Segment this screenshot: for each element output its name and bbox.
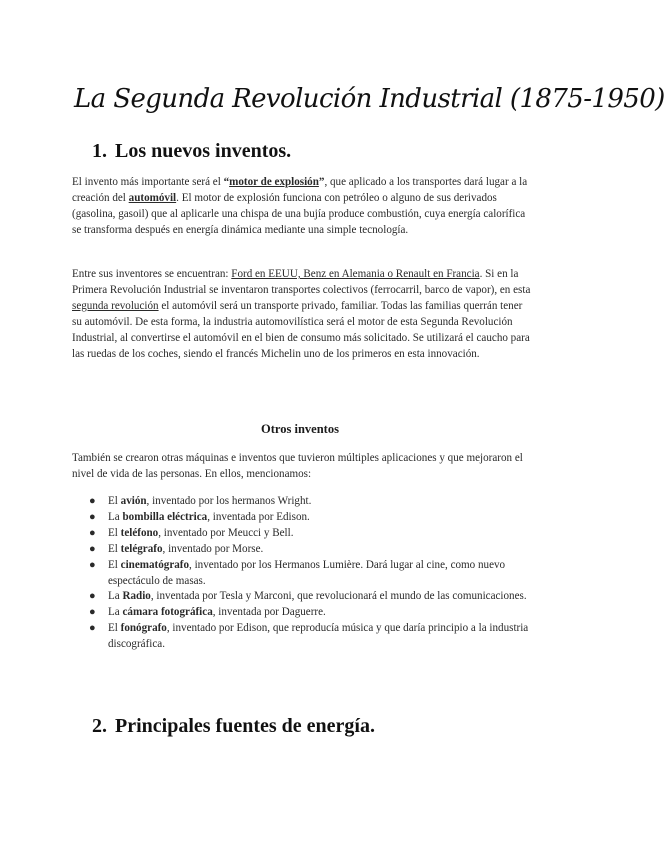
- bullet-icon: ●: [89, 622, 96, 635]
- text-run: Entre sus inventores se encuentran:: [72, 268, 232, 280]
- text-run: El: [108, 558, 121, 571]
- invention-name: fonógrafo: [120, 622, 167, 635]
- list-item: [72, 605, 532, 621]
- text-run: El invento más importante será el: [72, 176, 224, 188]
- text-run: El: [108, 542, 121, 555]
- text-run: , inventado por los hermanos Wright.: [146, 495, 312, 507]
- otros-inventos-heading: Otros inventos: [261, 422, 339, 436]
- invention-name: telégrafo: [120, 542, 163, 555]
- section-1-title: Los nuevos inventos.: [115, 140, 292, 162]
- paragraph-inventores: [72, 267, 532, 362]
- text-run: , inventado por Meucci y Bell.: [158, 526, 294, 539]
- text-run: , inventado por Morse.: [162, 542, 264, 555]
- text-run: , inventada por Edison.: [207, 510, 310, 523]
- list-item: [72, 542, 532, 558]
- text-run: El: [108, 495, 121, 507]
- text-run: El: [108, 526, 121, 539]
- text-run: . Si en la Primera Revolución Industrial se inventaron transportes colectivos (ferrocarril, barco de vapor), en esta: [72, 268, 531, 296]
- list-item: [72, 526, 532, 542]
- section-2-title: Principales fuentes de energía.: [115, 715, 375, 737]
- text-run: , que aplicado a los transportes dará lugar a la creación del: [72, 176, 528, 204]
- list-item: [72, 510, 532, 526]
- list-item: [72, 621, 532, 653]
- text-run: , inventado por Edison, que reproducía música y que daría principio a la industria discográfica.: [108, 622, 529, 651]
- invention-name: teléfono: [120, 526, 159, 539]
- text-run: . El motor de explosión funciona con petróleo o alguno de sus derivados (gasolina, gasoil) que al aplicarle una chispa de una bujía produce combustión, cuya energía calorífica se transforma después en energía dinámica mediante una simple tecnología.: [72, 191, 526, 236]
- paragraph-otros-inventos: También se crearon otras máquinas e inventos que tuvieron múltiples aplicaciones y que mejoraron el nivel de vida de las personas. En ellos, mencionamos:: [72, 452, 523, 480]
- term-motor-de-explosion: motor de explosión: [229, 176, 319, 188]
- text-run: La: [108, 606, 123, 619]
- list-item: [72, 589, 532, 605]
- bullet-icon: ●: [89, 526, 96, 539]
- text-run: el automóvil será un transporte privado, familiar. Todas las familias querrán tener su automóvil. De esta forma, la industria automovilística será el motor de esta Segunda Revolución Industrial, al convertirse el automóvil en el bien de consumo más solicitado. Se utilizará el caucho para las ruedas de los coches, siendo el francés Michelin uno de los primeros en esta innovación.: [72, 299, 530, 360]
- term-segunda-revolucion: segunda revolución: [72, 299, 159, 312]
- bullet-icon: ●: [89, 510, 96, 523]
- text-run: El: [108, 622, 121, 635]
- text-run: La: [108, 510, 123, 523]
- text-run: La: [108, 590, 123, 603]
- section-2-number: 2.: [92, 715, 107, 737]
- term-automovil: automóvil: [128, 191, 177, 204]
- section-1-heading: [92, 140, 294, 163]
- invention-name: bombilla eléctrica: [122, 510, 208, 523]
- paragraph-motor-explosion: [72, 175, 532, 239]
- list-item: [72, 494, 532, 510]
- page-title: La Segunda Revolución Industrial (1875-1950): [74, 84, 665, 114]
- bullet-icon: ●: [89, 542, 96, 555]
- bullet-icon: ●: [89, 495, 96, 507]
- bullet-icon: ●: [89, 558, 96, 571]
- inventions-list: [72, 494, 532, 653]
- text-run: , inventada por Tesla y Marconi, que revolucionará el mundo de las comunicaciones.: [150, 590, 527, 603]
- invention-name: avión: [120, 495, 147, 507]
- quote-mark: ”: [318, 176, 325, 188]
- section-2-heading: [92, 715, 378, 738]
- term-inventores: Ford en EEUU, Benz en Alemania o Renault en Francia: [231, 268, 480, 280]
- bullet-icon: ●: [89, 590, 96, 603]
- list-item: [72, 558, 532, 590]
- section-1-number: 1.: [92, 140, 107, 162]
- invention-name: cámara fotográfica: [122, 606, 213, 619]
- invention-name: cinematógrafo: [120, 558, 190, 571]
- invention-name: Radio: [122, 590, 151, 603]
- text-run: , inventada por Daguerre.: [212, 606, 326, 619]
- text-run: , inventado por los Hermanos Lumière. Dará lugar al cine, como nuevo espectáculo de masas.: [108, 558, 506, 587]
- quote-mark: “: [223, 176, 230, 188]
- bullet-icon: ●: [89, 606, 96, 619]
